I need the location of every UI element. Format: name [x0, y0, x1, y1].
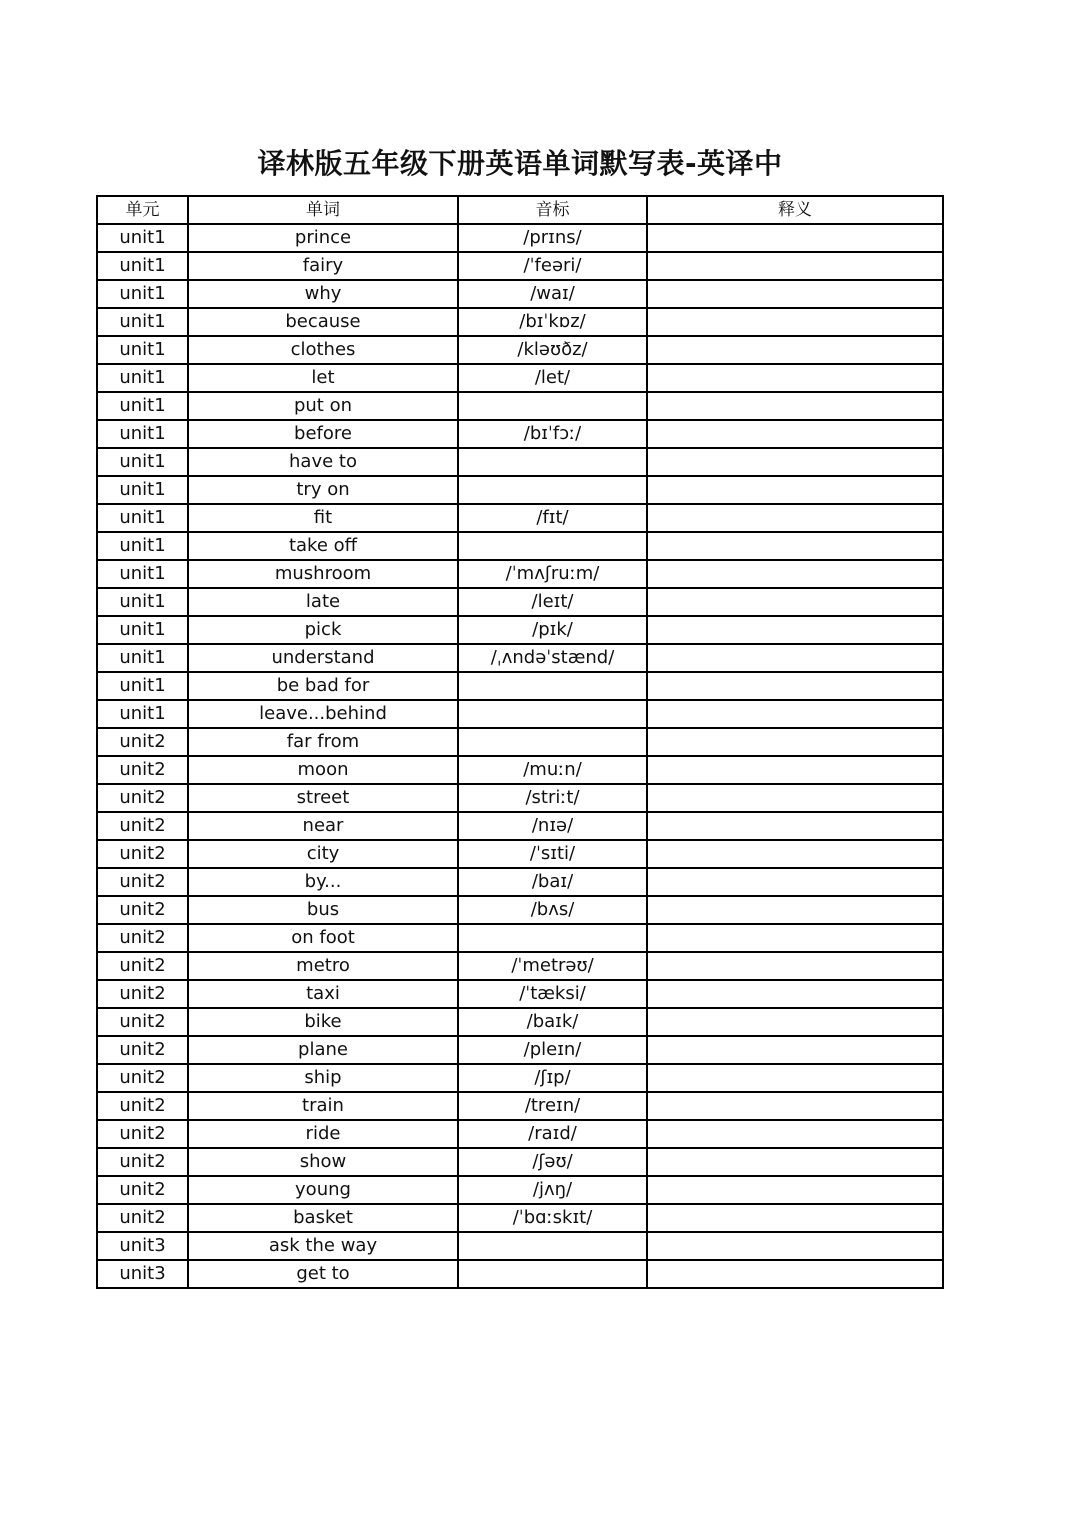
unit-cell: unit1	[97, 672, 188, 700]
unit-cell: unit1	[97, 392, 188, 420]
table-row	[97, 784, 943, 812]
phonetic-cell: /ʃəʊ/	[458, 1148, 647, 1176]
word-cell: put on	[188, 392, 458, 420]
word-cell: let	[188, 364, 458, 392]
unit-cell: unit1	[97, 644, 188, 672]
unit-cell: unit1	[97, 308, 188, 336]
unit-cell: unit2	[97, 952, 188, 980]
page-title: 译林版五年级下册英语单词默写表-英译中	[257, 147, 783, 180]
phonetic-cell: /muːn/	[458, 756, 647, 784]
word-cell: fit	[188, 504, 458, 532]
phonetic-cell: /treɪn/	[458, 1092, 647, 1120]
table-row	[97, 1204, 943, 1232]
table-row	[97, 1064, 943, 1092]
meaning-cell[interactable]	[647, 840, 943, 868]
unit-cell: unit2	[97, 1064, 188, 1092]
unit-cell: unit1	[97, 560, 188, 588]
unit-cell: unit1	[97, 336, 188, 364]
unit-cell: unit1	[97, 616, 188, 644]
word-cell: before	[188, 420, 458, 448]
meaning-cell[interactable]	[647, 1148, 943, 1176]
unit-cell: unit2	[97, 868, 188, 896]
word-cell: young	[188, 1176, 458, 1204]
phonetic-cell: /ˈfeəri/	[458, 252, 647, 280]
phonetic-cell	[458, 924, 647, 952]
phonetic-cell: /ˈsɪti/	[458, 840, 647, 868]
table-row	[97, 560, 943, 588]
meaning-cell[interactable]	[647, 952, 943, 980]
word-cell: late	[188, 588, 458, 616]
word-cell: prince	[188, 224, 458, 252]
meaning-cell[interactable]	[647, 728, 943, 756]
table-body	[97, 224, 943, 1288]
unit-cell: unit2	[97, 1176, 188, 1204]
unit-cell: unit2	[97, 840, 188, 868]
unit-cell: unit2	[97, 980, 188, 1008]
word-cell: taxi	[188, 980, 458, 1008]
word-cell: basket	[188, 1204, 458, 1232]
table-row	[97, 364, 943, 392]
meaning-cell[interactable]	[647, 672, 943, 700]
phonetic-cell	[458, 448, 647, 476]
meaning-cell[interactable]	[647, 336, 943, 364]
unit-cell: unit2	[97, 1008, 188, 1036]
word-cell: city	[188, 840, 458, 868]
unit-cell: unit2	[97, 812, 188, 840]
word-cell: bike	[188, 1008, 458, 1036]
phonetic-cell: /ˈtæksi/	[458, 980, 647, 1008]
phonetic-cell: /bʌs/	[458, 896, 647, 924]
phonetic-cell	[458, 728, 647, 756]
table-row	[97, 392, 943, 420]
table-row	[97, 1120, 943, 1148]
word-cell: by...	[188, 868, 458, 896]
unit-cell: unit1	[97, 448, 188, 476]
phonetic-cell: /bɪˈkɒz/	[458, 308, 647, 336]
unit-cell: unit3	[97, 1232, 188, 1260]
phonetic-cell: /pleɪn/	[458, 1036, 647, 1064]
word-cell: ride	[188, 1120, 458, 1148]
unit-cell: unit2	[97, 784, 188, 812]
word-cell: moon	[188, 756, 458, 784]
table-row	[97, 840, 943, 868]
meaning-cell[interactable]	[647, 924, 943, 952]
table-row	[97, 1260, 943, 1288]
phonetic-cell: /ˈbɑːskɪt/	[458, 1204, 647, 1232]
table-row	[97, 1232, 943, 1260]
meaning-cell[interactable]	[647, 1120, 943, 1148]
phonetic-cell: /raɪd/	[458, 1120, 647, 1148]
table-row	[97, 532, 943, 560]
vocabulary-table	[96, 195, 944, 1289]
unit-cell: unit1	[97, 364, 188, 392]
unit-cell: unit1	[97, 532, 188, 560]
meaning-cell[interactable]	[647, 868, 943, 896]
meaning-cell[interactable]	[647, 420, 943, 448]
unit-cell: unit2	[97, 896, 188, 924]
phonetic-cell: /let/	[458, 364, 647, 392]
unit-cell: unit1	[97, 420, 188, 448]
table-row	[97, 896, 943, 924]
word-cell: near	[188, 812, 458, 840]
word-cell: metro	[188, 952, 458, 980]
meaning-cell[interactable]	[647, 1064, 943, 1092]
table-row	[97, 980, 943, 1008]
table-row	[97, 1008, 943, 1036]
meaning-cell[interactable]	[647, 588, 943, 616]
meaning-cell[interactable]	[647, 532, 943, 560]
phonetic-cell: /waɪ/	[458, 280, 647, 308]
meaning-cell[interactable]	[647, 1260, 943, 1288]
table-row	[97, 672, 943, 700]
column-header-phonetic: 音标	[458, 196, 647, 224]
meaning-cell[interactable]	[647, 560, 943, 588]
unit-cell: unit2	[97, 1204, 188, 1232]
table-row	[97, 1148, 943, 1176]
table-header-row	[97, 196, 943, 224]
unit-cell: unit2	[97, 1036, 188, 1064]
phonetic-cell: /prɪns/	[458, 224, 647, 252]
word-cell: have to	[188, 448, 458, 476]
unit-cell: unit1	[97, 476, 188, 504]
column-header-meaning: 释义	[647, 196, 943, 224]
phonetic-cell: /baɪk/	[458, 1008, 647, 1036]
meaning-cell[interactable]	[647, 1176, 943, 1204]
meaning-cell[interactable]	[647, 224, 943, 252]
table-row	[97, 1036, 943, 1064]
phonetic-cell: /ʃɪp/	[458, 1064, 647, 1092]
phonetic-cell: /leɪt/	[458, 588, 647, 616]
unit-cell: unit1	[97, 588, 188, 616]
table-row	[97, 280, 943, 308]
table-row	[97, 952, 943, 980]
meaning-cell[interactable]	[647, 252, 943, 280]
unit-cell: unit2	[97, 1148, 188, 1176]
meaning-cell[interactable]	[647, 364, 943, 392]
word-cell: clothes	[188, 336, 458, 364]
word-cell: street	[188, 784, 458, 812]
table-row	[97, 252, 943, 280]
column-header-unit: 单元	[97, 196, 188, 224]
table-row	[97, 812, 943, 840]
word-cell: try on	[188, 476, 458, 504]
unit-cell: unit2	[97, 728, 188, 756]
meaning-cell[interactable]	[647, 392, 943, 420]
word-cell: mushroom	[188, 560, 458, 588]
table-row	[97, 616, 943, 644]
unit-cell: unit1	[97, 280, 188, 308]
meaning-cell[interactable]	[647, 1092, 943, 1120]
meaning-cell[interactable]	[647, 1232, 943, 1260]
word-cell: bus	[188, 896, 458, 924]
phonetic-cell: /jʌŋ/	[458, 1176, 647, 1204]
meaning-cell[interactable]	[647, 280, 943, 308]
meaning-cell[interactable]	[647, 784, 943, 812]
word-cell: understand	[188, 644, 458, 672]
unit-cell: unit2	[97, 1120, 188, 1148]
phonetic-cell	[458, 700, 647, 728]
meaning-cell[interactable]	[647, 448, 943, 476]
table-row	[97, 1176, 943, 1204]
word-cell: fairy	[188, 252, 458, 280]
phonetic-cell	[458, 532, 647, 560]
phonetic-cell: /ˈmʌʃruːm/	[458, 560, 647, 588]
word-cell: ask the way	[188, 1232, 458, 1260]
word-cell: far from	[188, 728, 458, 756]
meaning-cell[interactable]	[647, 1204, 943, 1232]
unit-cell: unit2	[97, 924, 188, 952]
phonetic-cell	[458, 1260, 647, 1288]
word-cell: on foot	[188, 924, 458, 952]
word-cell: ship	[188, 1064, 458, 1092]
meaning-cell[interactable]	[647, 896, 943, 924]
unit-cell: unit1	[97, 224, 188, 252]
table-row	[97, 308, 943, 336]
table-row	[97, 448, 943, 476]
word-cell: why	[188, 280, 458, 308]
table-row	[97, 700, 943, 728]
phonetic-cell	[458, 1232, 647, 1260]
table-row	[97, 588, 943, 616]
phonetic-cell: /nɪə/	[458, 812, 647, 840]
meaning-cell[interactable]	[647, 756, 943, 784]
unit-cell: unit2	[97, 1092, 188, 1120]
table-row	[97, 476, 943, 504]
word-cell: train	[188, 1092, 458, 1120]
table-row	[97, 420, 943, 448]
word-cell: get to	[188, 1260, 458, 1288]
meaning-cell[interactable]	[647, 980, 943, 1008]
phonetic-cell	[458, 672, 647, 700]
table-row	[97, 728, 943, 756]
meaning-cell[interactable]	[647, 1036, 943, 1064]
meaning-cell[interactable]	[647, 308, 943, 336]
table-row	[97, 1092, 943, 1120]
table-row	[97, 924, 943, 952]
phonetic-cell	[458, 476, 647, 504]
table-row	[97, 336, 943, 364]
table-row	[97, 504, 943, 532]
phonetic-cell	[458, 392, 647, 420]
meaning-cell[interactable]	[647, 504, 943, 532]
word-cell: show	[188, 1148, 458, 1176]
meaning-cell[interactable]	[647, 1008, 943, 1036]
word-cell: take off	[188, 532, 458, 560]
table-row	[97, 868, 943, 896]
phonetic-cell: /ˈmetrəʊ/	[458, 952, 647, 980]
unit-cell: unit1	[97, 252, 188, 280]
phonetic-cell: /striːt/	[458, 784, 647, 812]
unit-cell: unit3	[97, 1260, 188, 1288]
phonetic-cell: /ˌʌndəˈstænd/	[458, 644, 647, 672]
word-cell: pick	[188, 616, 458, 644]
meaning-cell[interactable]	[647, 616, 943, 644]
meaning-cell[interactable]	[647, 812, 943, 840]
phonetic-cell: /kləʊðz/	[458, 336, 647, 364]
word-cell: because	[188, 308, 458, 336]
unit-cell: unit1	[97, 504, 188, 532]
table-row	[97, 644, 943, 672]
word-cell: be bad for	[188, 672, 458, 700]
word-cell: leave...behind	[188, 700, 458, 728]
table-row	[97, 756, 943, 784]
phonetic-cell: /pɪk/	[458, 616, 647, 644]
phonetic-cell: /fɪt/	[458, 504, 647, 532]
meaning-cell[interactable]	[647, 700, 943, 728]
unit-cell: unit1	[97, 700, 188, 728]
meaning-cell[interactable]	[647, 476, 943, 504]
table-row	[97, 224, 943, 252]
phonetic-cell: /baɪ/	[458, 868, 647, 896]
meaning-cell[interactable]	[647, 644, 943, 672]
unit-cell: unit2	[97, 756, 188, 784]
word-cell: plane	[188, 1036, 458, 1064]
column-header-word: 单词	[188, 196, 458, 224]
phonetic-cell: /bɪˈfɔː/	[458, 420, 647, 448]
